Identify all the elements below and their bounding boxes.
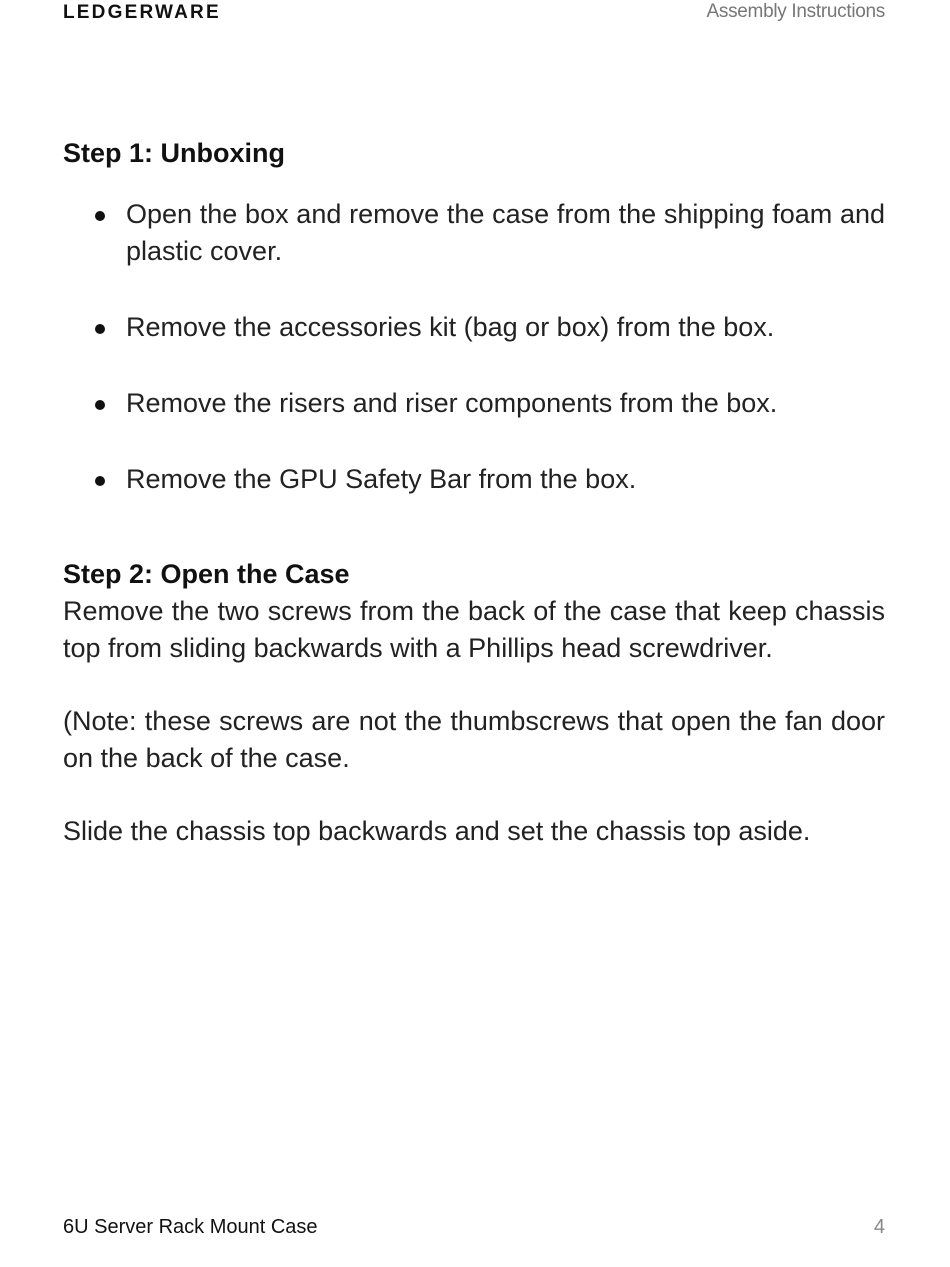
step-2-paragraph: Remove the two screws from the back of the case that keep chassis top from sliding backwards with a Phillips head screwdriver. [63, 596, 885, 663]
step-1-list [63, 196, 885, 498]
step-2-paragraph: Slide the chassis top backwards and set the chassis top aside. [63, 816, 811, 846]
step-2-section [63, 556, 885, 850]
list-item [63, 385, 885, 422]
step-2-title: Step 2: Open the Case [63, 559, 350, 589]
list-item-text: Open the box and remove the case from the shipping foam and plastic cover. [126, 199, 885, 266]
bullet-icon [95, 324, 105, 334]
page-number: 4 [873, 1216, 885, 1238]
document-type: Assembly Instructions [706, 1, 885, 22]
step-1-title: Step 1: Unboxing [63, 138, 285, 168]
list-item [63, 309, 885, 346]
list-item-text: Remove the accessories kit (bag or box) from the box. [126, 312, 775, 342]
bullet-icon [95, 476, 105, 486]
step-2-note: (Note: these screws are not the thumbscrews that open the fan door on the back of the case. [63, 706, 885, 773]
brand-name: LEDGERWARE [63, 2, 221, 23]
page-content [63, 135, 885, 850]
step-1-section [63, 135, 885, 498]
list-item [63, 196, 885, 270]
footer-title: 6U Server Rack Mount Case [63, 1216, 318, 1238]
bullet-icon [95, 211, 105, 221]
list-item-text: Remove the GPU Safety Bar from the box. [126, 464, 637, 494]
list-item-text: Remove the risers and riser components from the box. [126, 388, 778, 418]
list-item [63, 461, 885, 498]
bullet-icon [95, 400, 105, 410]
